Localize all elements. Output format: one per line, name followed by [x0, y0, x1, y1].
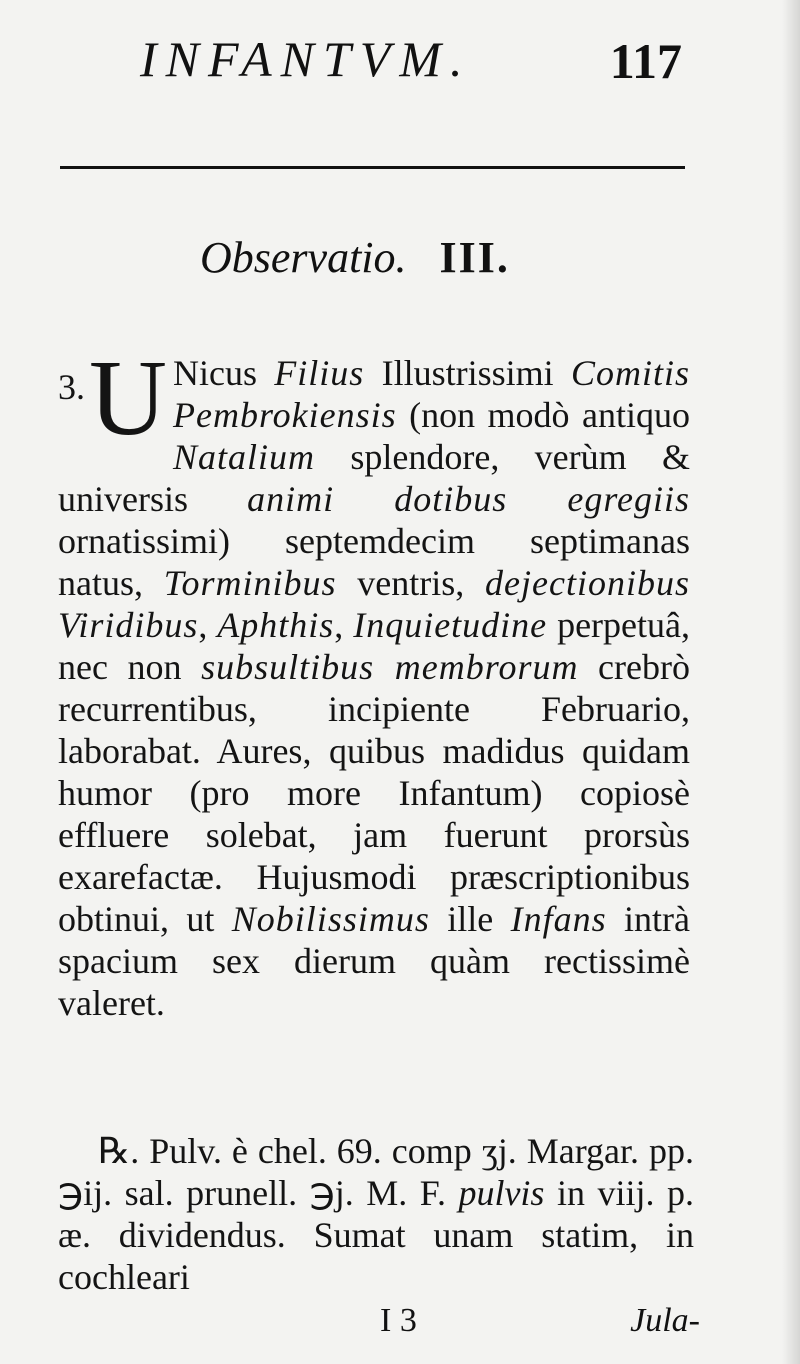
italic-term: Natalium [173, 437, 316, 477]
text-run: crebrò recurrentibus, incipiente Februario, laborabat. Aures, quibus madidus quidam humor (pro more Infantum) copiosè effluere solebat, jam fuerunt prorsùs exarefactæ. Hujusmodi præscriptionibus obtinui, ut [58, 647, 690, 939]
text-run: ornatissimi) septemdecim septimanas natus, [58, 521, 690, 603]
italic-term: Nobilissimus [231, 899, 430, 939]
text-run: (non modò antiquo [396, 395, 690, 435]
italic-term: Filius [274, 353, 365, 393]
text-run: in viij. p. æ. dividendus. Sumat unam statim, in cochleari [58, 1173, 694, 1297]
catchword: Jula- [630, 1302, 700, 1339]
italic-term: pulvis [458, 1173, 545, 1213]
observation-number: 3. [58, 367, 85, 407]
text-run: ℞. Pulv. è chel. 69. comp ʒj. Margar. pp. ℈ij. sal. prunell. ℈j. M. F. [58, 1131, 694, 1213]
page-header [60, 30, 700, 100]
italic-term: dejectionibus Viridibus [58, 563, 690, 645]
text-run: ventris, [336, 563, 486, 603]
observation-heading-number: III. [439, 233, 510, 282]
running-title: INFANTVM. [140, 31, 472, 87]
italic-term: Inquietudine [353, 605, 548, 645]
text-run: splendore, verùm & universis [58, 437, 690, 519]
italic-term: Torminibus [163, 563, 337, 603]
drop-cap: U [89, 339, 167, 458]
page-footer [60, 1302, 700, 1352]
text-run: , [198, 605, 218, 645]
text-run: intrà spacium sex dierum quàm rectissimè valeret. [58, 899, 690, 1023]
signature-mark: I 3 [380, 1302, 417, 1339]
italic-term: subsultibus membrorum [201, 647, 579, 687]
italic-term: Infans [510, 899, 607, 939]
observation-heading-word: Observatio. [200, 233, 407, 282]
recipe-body-text [58, 1131, 694, 1297]
page-edge-shadow [782, 0, 800, 1364]
recipe-paragraph [58, 1130, 694, 1298]
observation-heading [200, 232, 620, 283]
text-run: perpetuâ, nec non [58, 605, 690, 687]
observation-paragraph [58, 339, 690, 1024]
text-run: ille [429, 899, 511, 939]
text-run: , [334, 605, 354, 645]
italic-term: animi dotibus egregiis [247, 479, 690, 519]
page-number: 117 [609, 33, 682, 89]
italic-term: Aphthis [217, 605, 335, 645]
text-run: Illustrissimi [364, 353, 571, 393]
italic-term: Comitis Pembrokiensis [173, 353, 690, 435]
header-rule [60, 166, 685, 169]
text-run: Nicus [173, 353, 275, 393]
